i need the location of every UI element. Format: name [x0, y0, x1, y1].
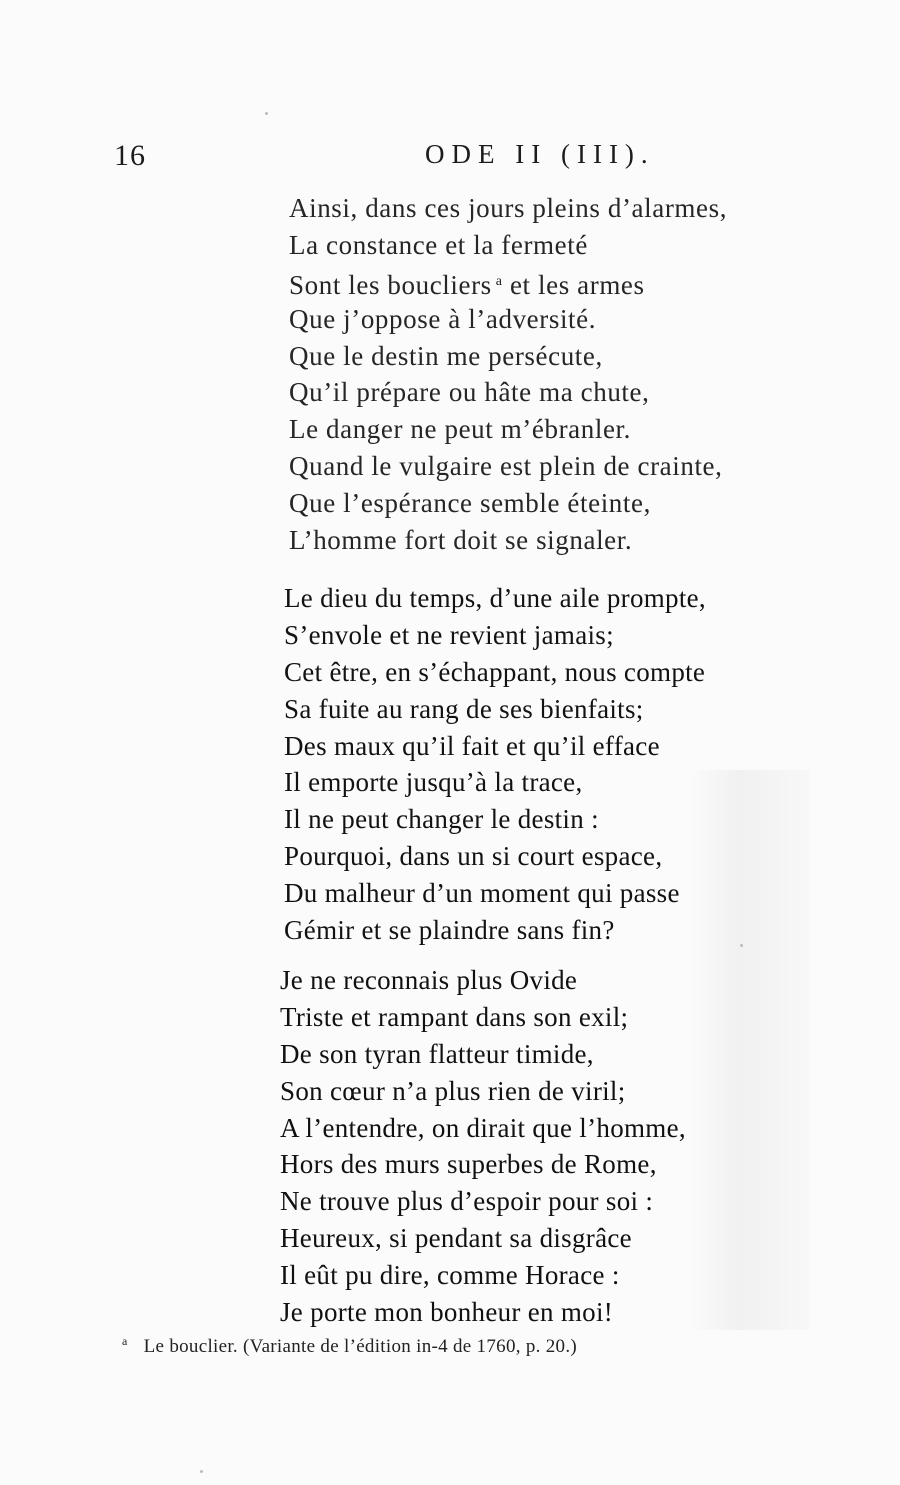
- footnote-reference-mark: a: [495, 273, 503, 289]
- footnote-text: Le bouclier. (Variante de l’édition in-4 de 1760, p. 20.): [143, 1336, 578, 1357]
- verse-line: Qu’il prépare ou hâte ma chute,: [289, 377, 650, 408]
- verse-line: Hors des murs superbes de Rome,: [280, 1149, 657, 1180]
- verse-line: Cet être, en s’échappant, nous compte: [284, 656, 706, 687]
- stanza-2: [284, 580, 706, 949]
- stanza-1: [289, 190, 727, 559]
- verse-line: Je porte mon bonheur en moi!: [280, 1297, 614, 1328]
- verse-line: [289, 264, 727, 301]
- verse-line: Ne trouve plus d’espoir pour soi :: [280, 1186, 654, 1217]
- verse-line: Triste et rampant dans son exil;: [280, 1001, 629, 1032]
- verse-line-text: Sont les boucliers: [289, 269, 492, 300]
- verse-line: S’envole et ne revient jamais;: [284, 619, 614, 650]
- verse-line-text: et les armes: [509, 269, 645, 300]
- paper-speck: [200, 1470, 203, 1473]
- verse-line: Des maux qu’il fait et qu’il efface: [284, 730, 660, 761]
- verse-line: Que le destin me persécute,: [289, 340, 603, 371]
- verse-line: Gémir et se plaindre sans fin?: [284, 915, 615, 946]
- verse-line: Il eût pu dire, comme Horace :: [280, 1260, 620, 1291]
- verse-line: Sa fuite au rang de ses bienfaits;: [284, 693, 644, 724]
- paper-speck: [740, 944, 743, 947]
- verse-line: L’homme fort doit se signaler.: [289, 525, 633, 556]
- verse-line: Du malheur d’un moment qui passe: [284, 878, 680, 909]
- verse-line: Le danger ne peut m’ébranler.: [289, 414, 631, 445]
- stanza-3: [280, 962, 686, 1331]
- verse-line: Il emporte jusqu’à la trace,: [284, 767, 583, 798]
- paper-speck: [265, 112, 268, 115]
- verse-line: Le dieu du temps, d’une aile prompte,: [284, 583, 706, 613]
- verse-line: Pourquoi, dans un si court espace,: [284, 841, 663, 872]
- verse-line: Son cœur n’a plus rien de viril;: [280, 1075, 626, 1106]
- verse-line: Il ne peut changer le destin :: [284, 804, 599, 835]
- verse-line: Je ne reconnais plus Ovide: [280, 965, 578, 995]
- footnote: [122, 1334, 577, 1358]
- footnote-mark: a: [122, 1334, 128, 1348]
- verse-line: Quand le vulgaire est plein de crainte,: [289, 451, 723, 482]
- verse-line: Ainsi, dans ces jours pleins d’alarmes,: [289, 193, 728, 223]
- verse-line: Que l’espérance semble éteinte,: [289, 488, 651, 519]
- show-through-bleed: [690, 770, 810, 1330]
- page-number: 16: [114, 139, 146, 172]
- verse-line: A l’entendre, on dirait que l’homme,: [280, 1112, 686, 1143]
- verse-line: La constance et la fermeté: [289, 229, 588, 260]
- verse-line: Que j’oppose à l’adversité.: [289, 303, 597, 334]
- verse-line: Heureux, si pendant sa disgrâce: [280, 1223, 632, 1254]
- verse-line: De son tyran flatteur timide,: [280, 1038, 594, 1069]
- running-title: ODE II (III).: [425, 139, 655, 169]
